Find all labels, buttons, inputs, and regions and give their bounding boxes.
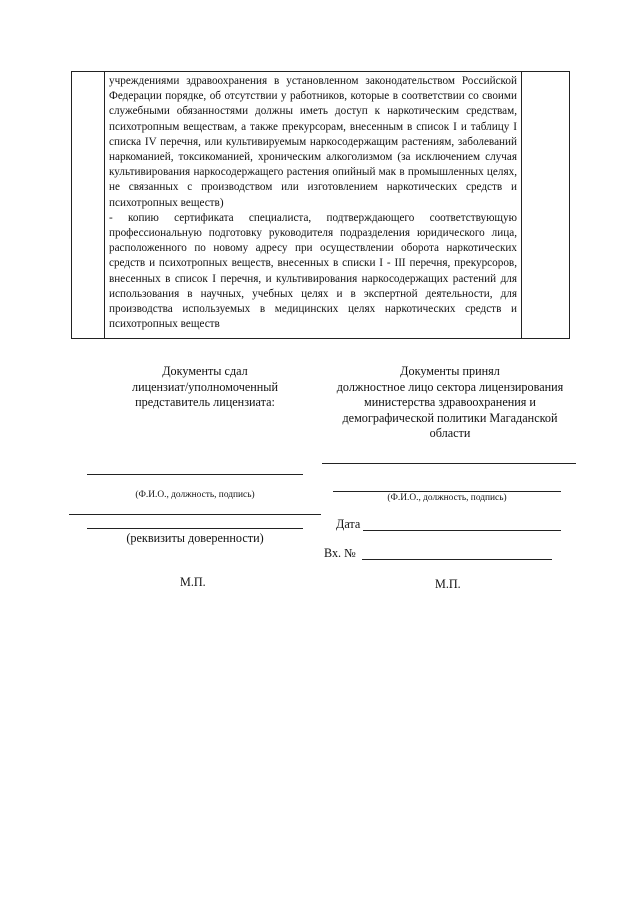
submitter-heading-line: Документы сдал (162, 364, 248, 378)
receiver-fio-line (333, 491, 561, 492)
receiver-heading-line: должностное лицо сектора лицензирования (336, 379, 564, 394)
submitter-heading (95, 364, 315, 411)
receiver-heading (330, 364, 570, 442)
submitter-heading-line: лицензиат/уполномоченный (132, 379, 278, 394)
receiver-heading-line: Документы принял (400, 364, 500, 378)
proxy-details-caption: (реквизиты доверенности) (126, 531, 264, 545)
submitter-heading-line: представитель лицензиата: (135, 395, 275, 409)
table-cell-content (109, 74, 517, 332)
submitter-fio-caption: (Ф.И.О., должность, подпись) (135, 490, 255, 500)
receiver-signature-line (322, 463, 576, 464)
date-field-line (363, 530, 561, 531)
table-paragraph-specialist-certificate: - копию сертификата специалиста, подтверждающего соответствующую профессиональную подготовку руководителя подразделения юридического лица, расположенного по новому адресу при осуществлении оборота наркотических средств и психотропных веществ, внесенных в списки I - III перечня, прекурсоров, внесенных в список I перечня, и культивирования наркосодержащих растений для использования в научных, учебных целях и в экспертной деятельности, для производства используемых в медицинских целях наркотических средств и психотропных веществ (109, 211, 517, 331)
proxy-details-line (87, 528, 303, 529)
table-column-divider (104, 71, 105, 339)
date-label: Дата (336, 517, 361, 531)
receiver-heading-line: области (429, 426, 471, 440)
submitter-signature-line (87, 474, 303, 475)
table-paragraph-medical-certificate: учреждениями здравоохранения в установленном законодательством Российской Федерации порядке, об отсутствии у работников, которые в соответствии со своими служебными обязанностями должны иметь доступ к наркотическим средствам, психотропным веществам, а также прекурсорам, внесенным в список I и таблицу I списка IV перечня, или культивируемым наркосодержащим растениям, заболеваний наркоманией, токсикоманией, хроническим алкоголизмом (за исключением случая культивирования наркосодержащего растения опийный мак в промышленных целях, не связанных с производством или изготовлением наркотических средств и психотропных веществ) (109, 75, 517, 209)
incoming-number-line (362, 559, 552, 560)
receiver-heading-line: министерства здравоохранения и (364, 395, 536, 409)
incoming-number-label: Вх. № (324, 546, 356, 560)
submitter-stamp-label: М.П. (180, 575, 206, 589)
receiver-stamp-label: М.П. (435, 577, 461, 591)
receiver-fio-caption: (Ф.И.О., должность, подпись) (387, 493, 507, 503)
receiver-heading-line: демографической политики Магаданской (342, 410, 558, 425)
submitter-divider-line (69, 514, 321, 515)
table-column-divider (521, 71, 522, 339)
